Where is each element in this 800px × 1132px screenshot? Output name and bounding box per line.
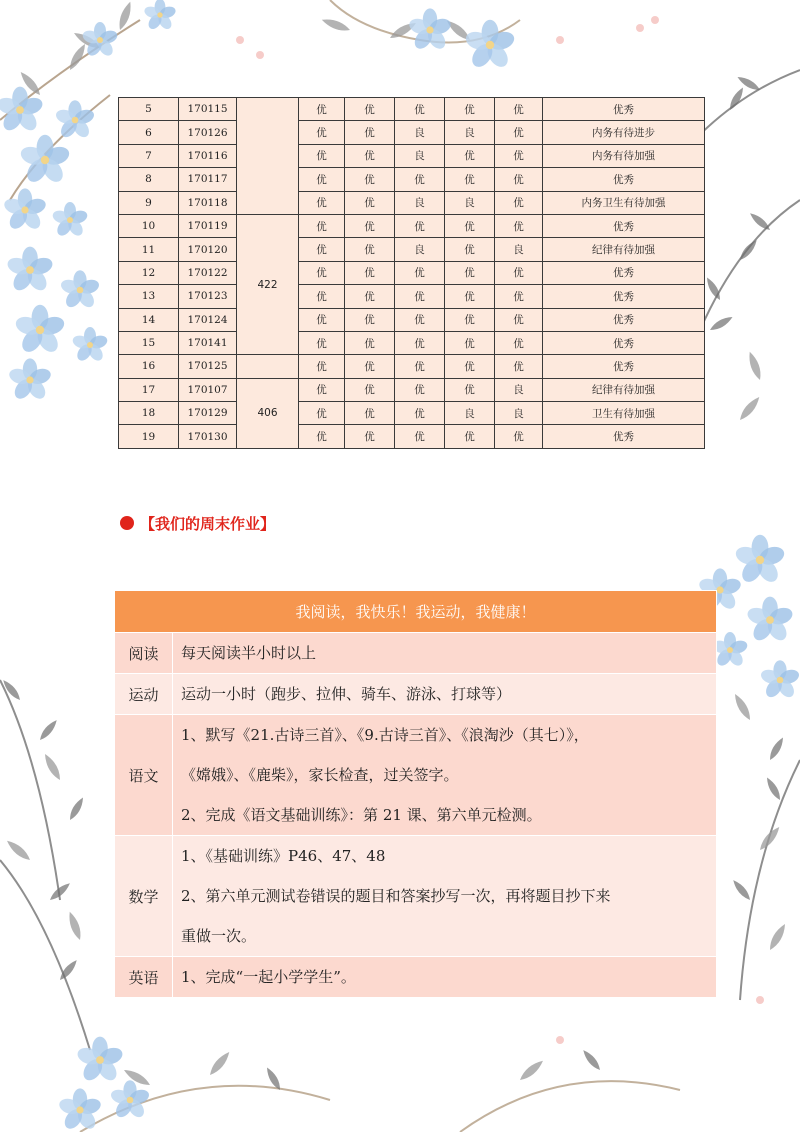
grade-cell: 优 <box>345 168 395 191</box>
row-number: 10 <box>119 214 179 237</box>
assignment-line: 2、完成《语文基础训练》：第 21 课、第六单元检测。 <box>181 806 542 824</box>
comment-cell: 优秀 <box>543 214 705 237</box>
row-number: 11 <box>119 238 179 261</box>
student-id: 170115 <box>179 98 237 121</box>
homework-row <box>115 674 717 715</box>
grade-cell: 优 <box>445 355 495 378</box>
inspection-row <box>119 331 705 354</box>
grade-cell: 良 <box>445 402 495 425</box>
grade-cell: 优 <box>395 98 445 121</box>
homework-header: 我阅读，我快乐！我运动，我健康！ <box>115 591 717 633</box>
comment-cell: 内务有待加强 <box>543 144 705 167</box>
student-id: 170130 <box>179 425 237 448</box>
grade-cell: 优 <box>395 425 445 448</box>
grade-cell: 优 <box>345 308 395 331</box>
comment-cell: 优秀 <box>543 425 705 448</box>
grade-cell: 良 <box>395 238 445 261</box>
grade-cell: 优 <box>299 261 345 284</box>
grade-cell: 优 <box>345 191 395 214</box>
assignment-line: 重做一次。 <box>181 927 257 945</box>
comment-cell: 卫生有待加强 <box>543 402 705 425</box>
comment-cell: 优秀 <box>543 285 705 308</box>
subject-label: 数学 <box>115 836 173 957</box>
row-number: 5 <box>119 98 179 121</box>
inspection-row <box>119 261 705 284</box>
grade-cell: 优 <box>495 191 543 214</box>
grade-cell: 优 <box>495 308 543 331</box>
grade-cell: 优 <box>345 261 395 284</box>
row-number: 12 <box>119 261 179 284</box>
student-id: 170123 <box>179 285 237 308</box>
inspection-row <box>119 144 705 167</box>
weekend-homework-table <box>114 590 717 998</box>
assignment-content <box>173 836 717 957</box>
grade-cell: 优 <box>395 308 445 331</box>
row-number: 18 <box>119 402 179 425</box>
grade-cell: 良 <box>395 144 445 167</box>
inspection-row <box>119 191 705 214</box>
subject-label: 英语 <box>115 957 173 998</box>
grade-cell: 优 <box>445 98 495 121</box>
grade-cell: 优 <box>345 121 395 144</box>
homework-rows <box>115 591 717 998</box>
grade-cell: 优 <box>445 378 495 401</box>
section-heading <box>120 511 275 535</box>
student-id: 170126 <box>179 121 237 144</box>
grade-cell: 优 <box>395 331 445 354</box>
grade-cell: 优 <box>495 355 543 378</box>
student-id: 170125 <box>179 355 237 378</box>
comment-cell: 优秀 <box>543 168 705 191</box>
assignment-line: 2、第六单元测试卷错误的题目和答案抄写一次，再将题目抄下来 <box>181 887 611 905</box>
inspection-row <box>119 168 705 191</box>
grade-cell: 优 <box>495 121 543 144</box>
grade-cell: 良 <box>445 191 495 214</box>
row-number: 9 <box>119 191 179 214</box>
grade-cell: 优 <box>495 214 543 237</box>
comment-cell: 优秀 <box>543 98 705 121</box>
assignment-content <box>173 633 717 674</box>
homework-row <box>115 633 717 674</box>
row-number: 19 <box>119 425 179 448</box>
dorm-room: 422 <box>237 214 299 354</box>
comment-cell: 内务卫生有待加强 <box>543 191 705 214</box>
grade-cell: 优 <box>299 168 345 191</box>
grade-cell: 优 <box>495 261 543 284</box>
grade-cell: 优 <box>299 214 345 237</box>
grade-cell: 优 <box>495 285 543 308</box>
grade-cell: 优 <box>445 308 495 331</box>
grade-cell: 优 <box>395 168 445 191</box>
comment-cell: 优秀 <box>543 355 705 378</box>
grade-cell: 良 <box>495 378 543 401</box>
inspection-row <box>119 121 705 144</box>
assignment-line: 每天阅读半小时以上 <box>181 644 317 662</box>
grade-cell: 优 <box>445 238 495 261</box>
grade-cell: 优 <box>395 355 445 378</box>
assignment-content <box>173 957 717 998</box>
grade-cell: 优 <box>445 214 495 237</box>
student-id: 170120 <box>179 238 237 261</box>
student-id: 170118 <box>179 191 237 214</box>
grade-cell: 优 <box>345 98 395 121</box>
row-number: 7 <box>119 144 179 167</box>
row-number: 14 <box>119 308 179 331</box>
grade-cell: 优 <box>299 191 345 214</box>
grade-cell: 优 <box>299 402 345 425</box>
student-id: 170141 <box>179 331 237 354</box>
assignment-content <box>173 674 717 715</box>
subject-label: 阅读 <box>115 633 173 674</box>
grade-cell: 优 <box>445 144 495 167</box>
dorm-inspection-table <box>118 97 705 449</box>
section-title-text: 【我们的周末作业】 <box>140 514 276 533</box>
grade-cell: 优 <box>495 331 543 354</box>
student-id: 170119 <box>179 214 237 237</box>
grade-cell: 优 <box>299 331 345 354</box>
assignment-line: 1、《基础训练》P46、47、48 <box>181 847 386 865</box>
grade-cell: 优 <box>345 285 395 308</box>
grade-cell: 优 <box>345 425 395 448</box>
comment-cell: 纪律有待加强 <box>543 238 705 261</box>
grade-cell: 优 <box>395 214 445 237</box>
inspection-row <box>119 355 705 378</box>
row-number: 17 <box>119 378 179 401</box>
row-number: 8 <box>119 168 179 191</box>
row-number: 16 <box>119 355 179 378</box>
grade-cell: 优 <box>345 238 395 261</box>
grade-cell: 优 <box>395 378 445 401</box>
grade-cell: 优 <box>299 121 345 144</box>
assignment-line: 《嫦娥》、《鹿柴》，家长检查，过关签字。 <box>181 766 459 784</box>
grade-cell: 优 <box>345 355 395 378</box>
inspection-rows <box>119 98 705 449</box>
inspection-row <box>119 378 705 401</box>
comment-cell: 优秀 <box>543 308 705 331</box>
assignment-line: 1、默写《21.古诗三首》、《9.古诗三首》、《浪淘沙（其七）》， <box>181 726 589 744</box>
row-number: 13 <box>119 285 179 308</box>
grade-cell: 优 <box>345 331 395 354</box>
grade-cell: 良 <box>395 121 445 144</box>
grade-cell: 优 <box>299 355 345 378</box>
grade-cell: 优 <box>299 308 345 331</box>
dorm-room <box>237 98 299 215</box>
red-bullet-icon <box>120 516 134 530</box>
inspection-row <box>119 425 705 448</box>
grade-cell: 优 <box>299 378 345 401</box>
inspection-row <box>119 402 705 425</box>
student-id: 170116 <box>179 144 237 167</box>
grade-cell: 良 <box>495 238 543 261</box>
comment-cell: 纪律有待加强 <box>543 378 705 401</box>
homework-row <box>115 836 717 957</box>
grade-cell: 优 <box>345 144 395 167</box>
assignment-content <box>173 715 717 836</box>
homework-header-row <box>115 591 717 633</box>
student-id: 170129 <box>179 402 237 425</box>
homework-row <box>115 957 717 998</box>
student-id: 170122 <box>179 261 237 284</box>
inspection-row <box>119 98 705 121</box>
grade-cell: 优 <box>299 238 345 261</box>
grade-cell: 优 <box>395 285 445 308</box>
student-id: 170124 <box>179 308 237 331</box>
student-id: 170117 <box>179 168 237 191</box>
grade-cell: 优 <box>445 331 495 354</box>
grade-cell: 优 <box>445 285 495 308</box>
homework-row <box>115 715 717 836</box>
grade-cell: 优 <box>345 214 395 237</box>
grade-cell: 优 <box>495 144 543 167</box>
grade-cell: 优 <box>445 425 495 448</box>
grade-cell: 良 <box>395 191 445 214</box>
grade-cell: 优 <box>495 98 543 121</box>
comment-cell: 内务有待进步 <box>543 121 705 144</box>
subject-label: 语文 <box>115 715 173 836</box>
grade-cell: 优 <box>299 98 345 121</box>
grade-cell: 良 <box>445 121 495 144</box>
grade-cell: 优 <box>345 402 395 425</box>
student-id: 170107 <box>179 378 237 401</box>
grade-cell: 优 <box>445 261 495 284</box>
dorm-room <box>237 355 299 378</box>
inspection-row <box>119 285 705 308</box>
grade-cell: 优 <box>445 168 495 191</box>
grade-cell: 优 <box>345 378 395 401</box>
grade-cell: 优 <box>495 425 543 448</box>
inspection-row <box>119 308 705 331</box>
inspection-row <box>119 238 705 261</box>
grade-cell: 优 <box>299 144 345 167</box>
grade-cell: 优 <box>299 285 345 308</box>
comment-cell: 优秀 <box>543 331 705 354</box>
dorm-room: 406 <box>237 378 299 448</box>
comment-cell: 优秀 <box>543 261 705 284</box>
row-number: 6 <box>119 121 179 144</box>
grade-cell: 优 <box>299 425 345 448</box>
subject-label: 运动 <box>115 674 173 715</box>
grade-cell: 优 <box>395 402 445 425</box>
grade-cell: 优 <box>395 261 445 284</box>
grade-cell: 良 <box>495 402 543 425</box>
row-number: 15 <box>119 331 179 354</box>
assignment-line: 1、完成“一起小学学生”。 <box>181 968 356 986</box>
inspection-row <box>119 214 705 237</box>
grade-cell: 优 <box>495 168 543 191</box>
assignment-line: 运动一小时（跑步、拉伸、骑车、游泳、打球等） <box>181 685 512 703</box>
